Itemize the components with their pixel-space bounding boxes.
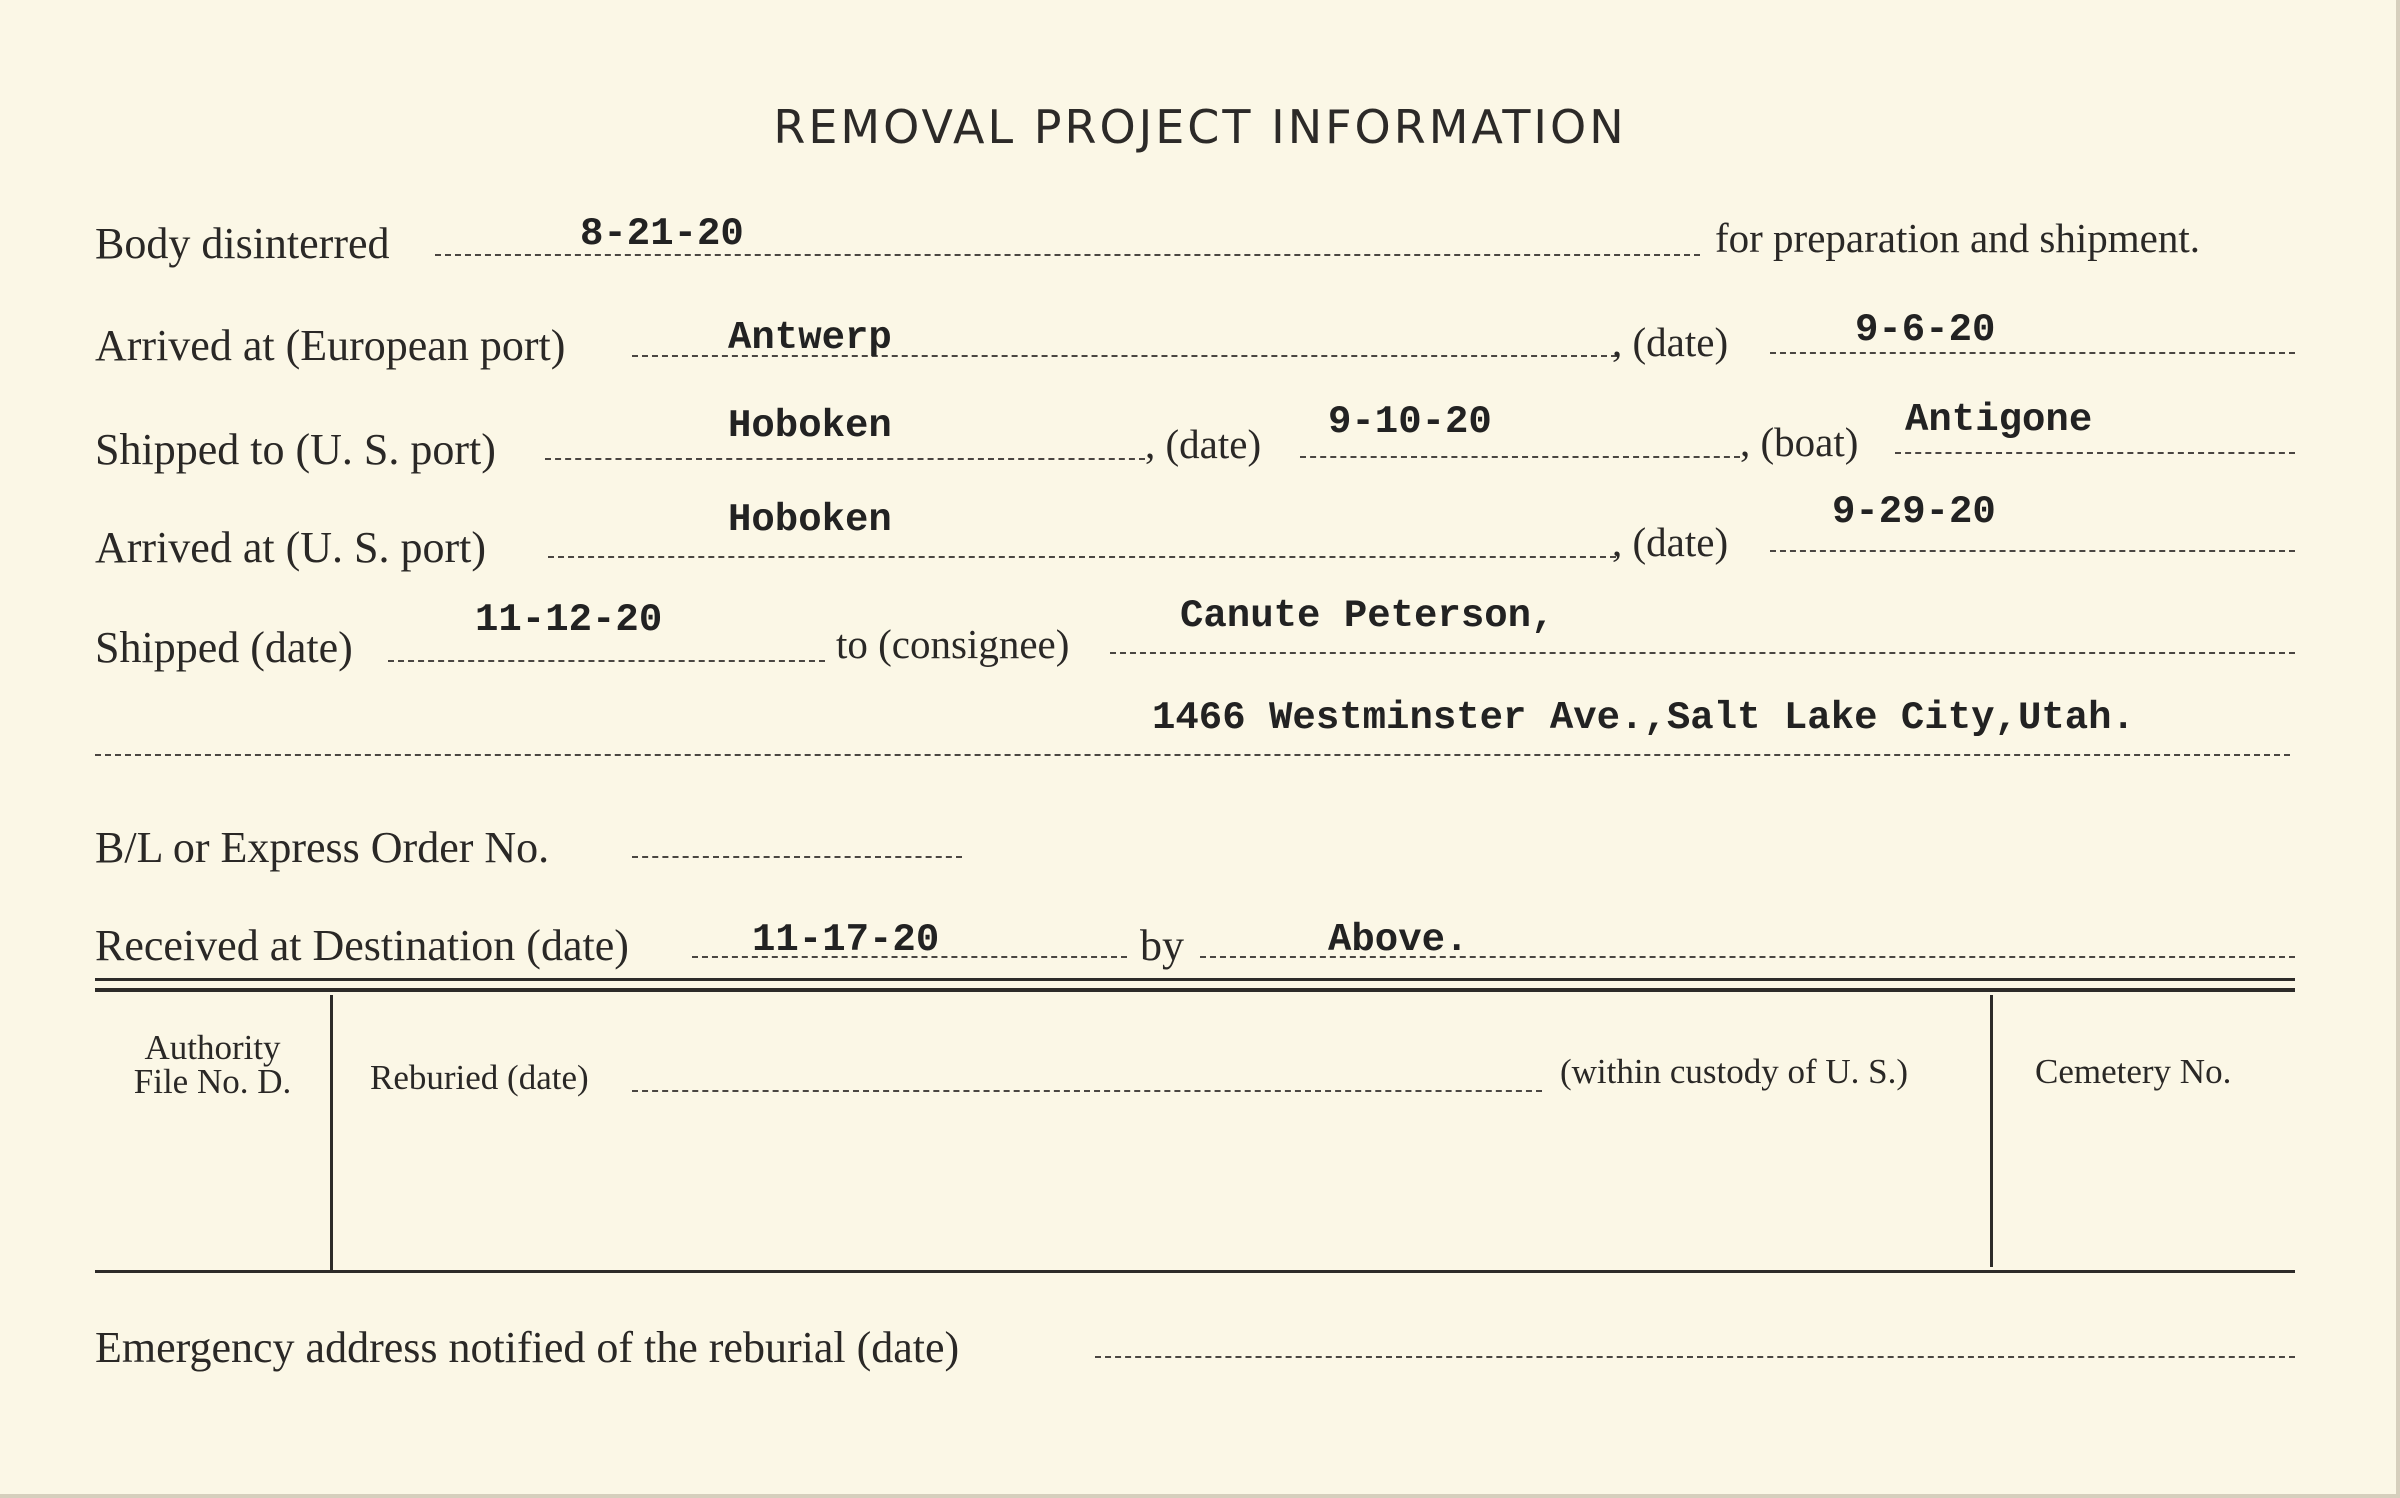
reburied-label: Reburied (date) (370, 1058, 589, 1097)
address-line (95, 754, 2290, 756)
arrived-us-port-line (548, 556, 1616, 558)
emergency-label: Emergency address notified of the reburial (date) (95, 1323, 960, 1372)
arrived-us-date-label: , (date) (1612, 519, 1729, 565)
shipped-us-date-label: , (date) (1145, 421, 1262, 467)
arrived-european-date-label: , (date) (1612, 319, 1729, 365)
shipped-date-line (388, 660, 825, 662)
arrived-european-date-line (1770, 352, 2295, 354)
shipped-us-boat-line (1895, 452, 2295, 454)
shipped-us-label: Shipped to (U. S. port) (95, 425, 496, 474)
shipped-us-boat-label: , (boat) (1740, 419, 1859, 465)
cemetery-label: Cemetery No. (2035, 1052, 2232, 1091)
arrived-us-port: Hoboken (728, 498, 892, 542)
consignee-name: Canute Peterson, (1180, 594, 1555, 638)
received-by: Above. (1328, 918, 1469, 962)
arrived-european-date: 9-6-20 (1855, 308, 1996, 352)
disinterred-suffix: for preparation and shipment. (1715, 215, 2201, 261)
shipped-us-boat: Antigone (1905, 398, 2093, 442)
bl-order-line (632, 856, 962, 858)
arrived-us-date: 9-29-20 (1832, 490, 1996, 534)
left-column-divider (330, 995, 333, 1273)
emergency-line (1095, 1356, 2295, 1358)
shipped-us-port-line (545, 458, 1145, 460)
arrived-us-date-line (1770, 550, 2295, 552)
shipped-us-port: Hoboken (728, 404, 892, 448)
authority-label-line1: Authority (144, 1028, 281, 1067)
received-date: 11-17-20 (752, 918, 940, 962)
shipped-us-date-line (1300, 456, 1740, 458)
arrived-european-port: Antwerp (728, 316, 892, 360)
received-by-label: by (1140, 921, 1184, 970)
shipped-date-label: Shipped (date) (95, 623, 353, 672)
shipped-date: 11-12-20 (475, 598, 663, 642)
authority-label-line2: File No. D. (133, 1062, 292, 1101)
lower-bottom-rule (95, 1270, 2295, 1273)
right-column-divider (1990, 995, 1993, 1267)
arrived-us-label: Arrived at (U. S. port) (95, 523, 487, 572)
double-rule-bottom (95, 988, 2295, 992)
custody-label: (within custody of U. S.) (1560, 1052, 1909, 1091)
card-title: REMOVAL PROJECT INFORMATION (773, 100, 1627, 154)
consignee-address: 1466 Westminster Ave.,Salt Lake City,Utah. (1152, 696, 2135, 740)
bl-order-label: B/L or Express Order No. (95, 823, 550, 872)
arrived-european-label: Arrived at (European port) (95, 321, 566, 370)
disinterred-value: 8-21-20 (580, 212, 744, 256)
consignee-line (1110, 652, 2295, 654)
received-label: Received at Destination (date) (95, 921, 629, 970)
double-rule-top (95, 978, 2295, 981)
disinterred-label: Body disinterred (95, 219, 390, 268)
shipped-us-date: 9-10-20 (1328, 400, 1492, 444)
consignee-label: to (consignee) (836, 621, 1070, 667)
reburied-line (632, 1090, 1542, 1092)
